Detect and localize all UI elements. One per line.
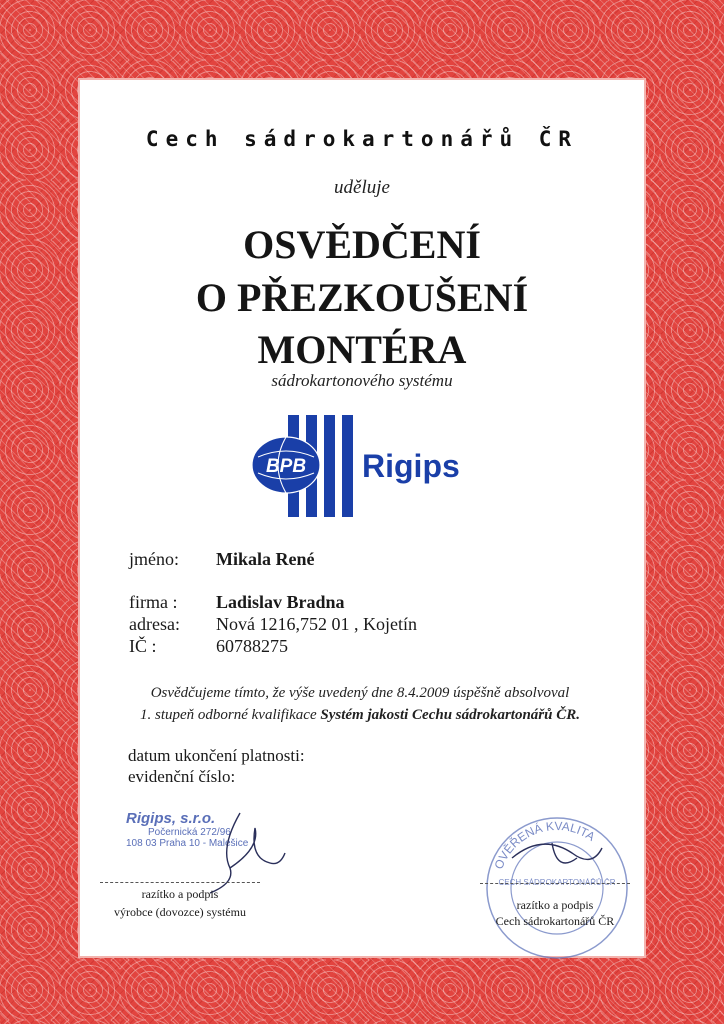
left-caption-1: razítko a podpis <box>141 887 219 901</box>
certification-line-2 <box>90 707 630 724</box>
id-value: 60788275 <box>216 636 288 656</box>
certificate-page <box>80 80 644 956</box>
stamp-company: Rigips, s.r.o. <box>126 810 216 827</box>
guild-round-stamp <box>482 813 632 963</box>
right-caption-1: razítko a podpis <box>516 898 594 912</box>
id-label: IČ : <box>129 636 157 656</box>
signature-left <box>200 808 290 898</box>
svg-text:Rigips: Rigips <box>362 448 460 484</box>
guild-name: Cech sádrokartonářů ČR <box>145 127 579 151</box>
certification-program: Systém jakosti Cechu sádrokartonářů ČR. <box>320 707 580 723</box>
company-value: Ladislav Bradna <box>216 592 345 612</box>
stamp-city: 108 03 Praha 10 - Malešice <box>126 838 249 849</box>
left-caption-2: výrobce (dovozce) systému <box>114 905 246 919</box>
certification-prefix: 1. stupeň odborné kvalifikace <box>139 707 317 723</box>
title-line-2: O PŘEZKOUŠENÍ <box>195 275 529 320</box>
right-caption-2: Cech sádrokartonářů ČR <box>495 914 615 928</box>
svg-text:BPB: BPB <box>265 456 307 477</box>
svg-text:OVĚŘENÁ KVALITA: OVĚŘENÁ KVALITA <box>491 818 598 872</box>
title-line-3: MONTÉRA <box>257 327 467 372</box>
title-line-1: OSVĚDČENÍ <box>243 222 481 267</box>
address-value: Nová 1216,752 01 , Kojetín <box>216 614 417 634</box>
company-label: firma : <box>129 592 178 612</box>
left-signature-line <box>100 882 260 883</box>
rigips-logo <box>250 415 480 517</box>
bpb-globe-icon <box>250 415 480 517</box>
grants-word: uděluje <box>334 177 390 198</box>
validity-label: datum ukončení platnosti: <box>128 746 305 765</box>
address-label: adresa: <box>129 614 180 634</box>
name-value: Mikala René <box>216 549 315 569</box>
svg-text:CECH SÁDROKARTONÁŘŮ ČR: CECH SÁDROKARTONÁŘŮ ČR <box>498 878 616 887</box>
certification-line-1: Osvědčujeme tímto, že výše uvedený dne 8.4.2009 úspěšně absolvoval <box>150 685 570 701</box>
name-label: jméno: <box>129 549 179 569</box>
record-number-label: evidenční číslo: <box>128 767 236 786</box>
stamp-street: Počernická 272/96 <box>148 827 231 838</box>
title-subtitle: sádrokartonového systému <box>271 371 453 390</box>
right-signature-line <box>480 883 630 884</box>
